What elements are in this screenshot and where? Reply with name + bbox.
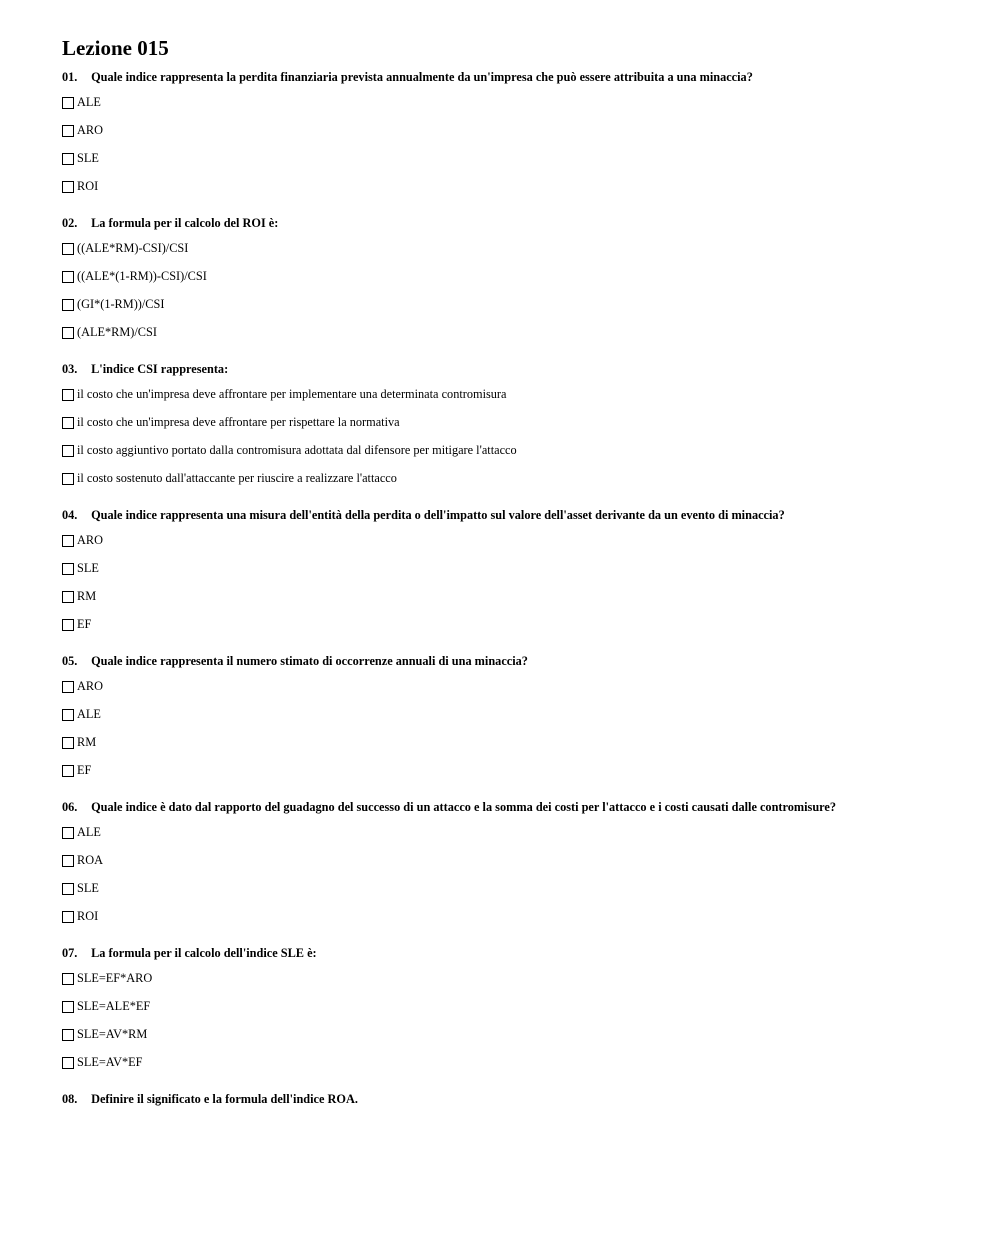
answer-checkbox[interactable] [62,591,74,603]
answer-label: SLE [77,150,99,165]
quiz-page [62,36,962,1122]
answer-option[interactable] [62,610,962,638]
answer-label: SLE [77,560,99,575]
answer-checkbox[interactable] [62,737,74,749]
answer-option[interactable] [62,700,962,728]
answer-checkbox[interactable] [62,1057,74,1069]
question-02 [62,215,962,346]
answer-option[interactable] [62,818,962,846]
answer-option[interactable] [62,672,962,700]
question-prompt: La formula per il calcolo dell'indice SLE è: [91,946,317,960]
answer-option[interactable] [62,964,962,992]
answer-checkbox[interactable] [62,681,74,693]
question-01 [62,69,962,200]
answer-label: ROI [77,178,99,193]
question-text [62,215,962,231]
answer-option[interactable] [62,172,962,200]
answer-checkbox[interactable] [62,973,74,985]
answer-checkbox[interactable] [62,911,74,923]
question-text [62,1091,962,1107]
question-text [62,653,962,669]
answer-option[interactable] [62,380,962,408]
answer-checkbox[interactable] [62,417,74,429]
question-number: 07. [62,946,78,960]
answer-option[interactable] [62,318,962,346]
answer-checkbox[interactable] [62,97,74,109]
question-text [62,945,962,961]
answer-label: (ALE*RM)/CSI [77,324,157,339]
answer-label: ARO [77,122,103,137]
answer-label: ALE [77,824,101,839]
question-number: 02. [62,216,78,230]
question-text [62,507,962,523]
answer-checkbox[interactable] [62,1029,74,1041]
answer-label: ROI [77,908,99,923]
answer-checkbox[interactable] [62,619,74,631]
answer-label: RM [77,734,97,749]
answer-option[interactable] [62,526,962,554]
answer-checkbox[interactable] [62,243,74,255]
answer-label: il costo aggiuntivo portato dalla contromisura adottata dal difensore per mitigare l'attacco [77,442,517,457]
answer-label: ROA [77,852,103,867]
question-text [62,361,962,377]
answer-label: EF [77,616,92,631]
question-prompt: Quale indice rappresenta il numero stimato di occorrenze annuali di una minaccia? [91,654,528,668]
answer-label: (GI*(1-RM))/CSI [77,296,165,311]
answer-label: ARO [77,678,103,693]
answer-option[interactable] [62,1048,962,1076]
question-prompt: La formula per il calcolo del ROI è: [91,216,279,230]
answer-label: SLE [77,880,99,895]
answer-label: SLE=EF*ARO [77,970,153,985]
answer-label: EF [77,762,92,777]
answer-option[interactable] [62,992,962,1020]
answer-checkbox[interactable] [62,389,74,401]
question-number: 06. [62,800,78,814]
answer-checkbox[interactable] [62,883,74,895]
question-03 [62,361,962,492]
question-number: 04. [62,508,78,522]
answer-checkbox[interactable] [62,473,74,485]
question-text [62,799,962,815]
answer-checkbox[interactable] [62,563,74,575]
answer-option[interactable] [62,902,962,930]
question-number: 01. [62,70,78,84]
question-08 [62,1091,962,1107]
answer-label: SLE=AV*RM [77,1026,148,1041]
answer-option[interactable] [62,116,962,144]
question-prompt: Quale indice rappresenta una misura dell'entità della perdita o dell'impatto sul valore dell'asset derivante da un evento di minaccia? [91,508,785,522]
question-prompt: Quale indice rappresenta la perdita finanziaria prevista annualmente da un'impresa che può essere attribuita a una minaccia? [91,70,753,84]
answer-label: ARO [77,532,103,547]
answer-checkbox[interactable] [62,299,74,311]
answer-label: il costo che un'impresa deve affrontare per implementare una determinata contromisura [77,386,507,401]
answer-option[interactable] [62,582,962,610]
question-prompt: L'indice CSI rappresenta: [91,362,229,376]
answer-checkbox[interactable] [62,327,74,339]
answer-label: ALE [77,706,101,721]
answer-option[interactable] [62,874,962,902]
answer-option[interactable] [62,234,962,262]
answer-checkbox[interactable] [62,535,74,547]
answer-label: SLE=AV*EF [77,1054,143,1069]
answer-option[interactable] [62,290,962,318]
answer-option[interactable] [62,408,962,436]
answer-label: il costo che un'impresa deve affrontare per rispettare la normativa [77,414,400,429]
answer-label: SLE=ALE*EF [77,998,151,1013]
answer-option[interactable] [62,554,962,582]
question-prompt: Quale indice è dato dal rapporto del guadagno del successo di un attacco e la somma dei costi per l'attacco e i costi causati dalle contromisure? [91,800,837,814]
answer-checkbox[interactable] [62,125,74,137]
answer-option[interactable] [62,846,962,874]
question-number: 05. [62,654,78,668]
answer-option[interactable] [62,144,962,172]
answer-option[interactable] [62,728,962,756]
answer-checkbox[interactable] [62,445,74,457]
answer-label: il costo sostenuto dall'attaccante per riuscire a realizzare l'attacco [77,470,397,485]
answer-option[interactable] [62,436,962,464]
question-04 [62,507,962,638]
answer-option[interactable] [62,1020,962,1048]
question-06 [62,799,962,930]
answer-label: RM [77,588,97,603]
answer-checkbox[interactable] [62,153,74,165]
answer-checkbox[interactable] [62,855,74,867]
page-title: Lezione 015 [62,36,169,60]
answer-option[interactable] [62,88,962,116]
answer-label: ALE [77,94,101,109]
question-number: 08. [62,1092,78,1106]
question-text [62,69,962,85]
question-05 [62,653,962,784]
answer-label: ((ALE*(1-RM))-CSI)/CSI [77,268,207,283]
question-prompt: Definire il significato e la formula dell'indice ROA. [91,1092,358,1106]
question-07 [62,945,962,1076]
answer-option[interactable] [62,262,962,290]
question-number: 03. [62,362,78,376]
answer-checkbox[interactable] [62,765,74,777]
answer-checkbox[interactable] [62,1001,74,1013]
answer-option[interactable] [62,756,962,784]
answer-checkbox[interactable] [62,709,74,721]
answer-label: ((ALE*RM)-CSI)/CSI [77,240,189,255]
answer-checkbox[interactable] [62,181,74,193]
answer-checkbox[interactable] [62,271,74,283]
answer-checkbox[interactable] [62,827,74,839]
answer-option[interactable] [62,464,962,492]
